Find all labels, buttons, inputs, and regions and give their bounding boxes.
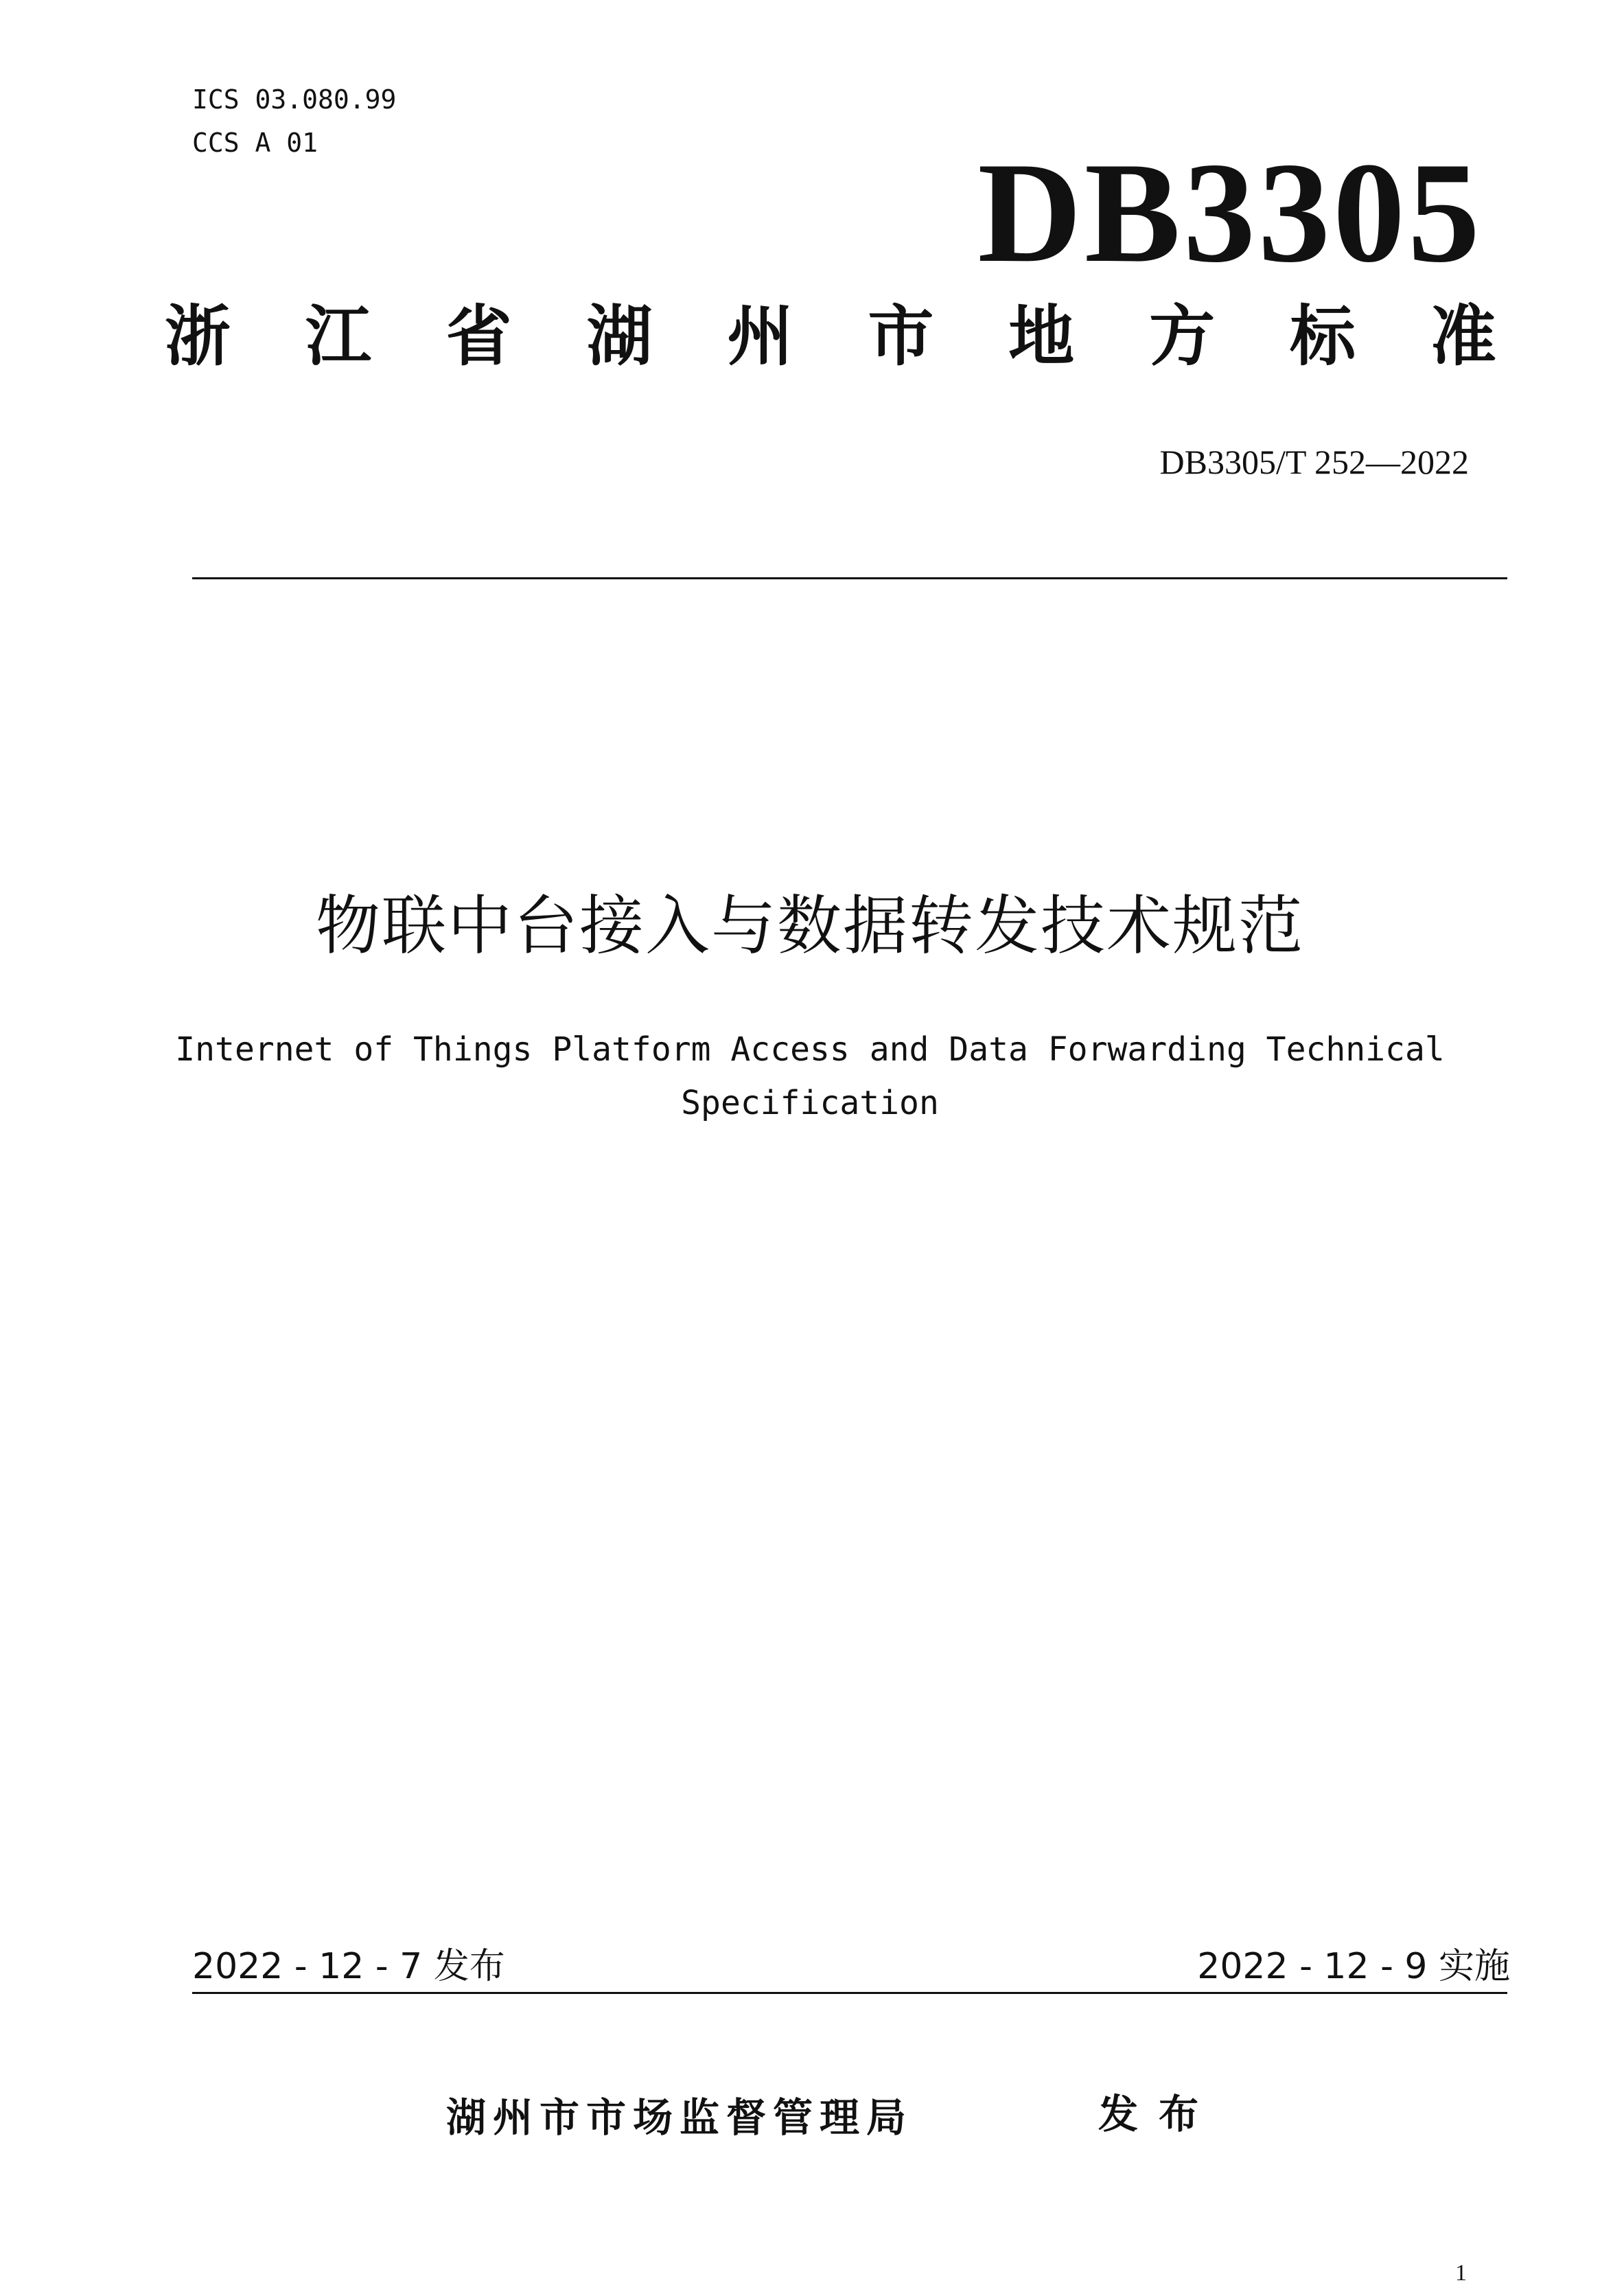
standard-type-char: 市 [868,298,934,375]
ics-code: ICS 03.080.99 [192,84,397,115]
issue-label: 发布 [1098,2091,1220,2137]
top-divider [192,577,1507,579]
standard-type-char: 省 [445,298,512,375]
page-number: 1 [1455,2260,1467,2286]
standard-type-char: 江 [305,298,371,375]
standard-number: DB3305/T 252—2022 [1159,443,1469,481]
standard-code-logo: DB3305 [977,133,1483,292]
document-title-chinese: 物联中台接入与数据转发技术规范 [315,889,1304,964]
standard-type-char: 地 [1008,298,1075,375]
standard-type-char: 湖 [586,298,653,375]
issuing-authority: 湖州市市场监督管理局 [446,2094,914,2141]
standard-type-char: 方 [1149,298,1216,375]
english-title-line-1: Internet of Things Platform Access and Data Forwarding Technical [175,1030,1445,1069]
standard-type-char: 浙 [165,298,231,375]
standard-type-heading [165,295,1496,378]
bottom-divider [192,1992,1507,1994]
implement-date: 2022 - 12 - 9 实施 [1197,1946,1510,1987]
document-title-english [137,1023,1483,1130]
publish-date: 2022 - 12 - 7 发布 [192,1946,505,1987]
standard-type-char: 州 [727,298,793,375]
english-title-line-2: Specification [681,1084,939,1122]
standard-type-char: 标 [1290,298,1356,375]
standard-type-char: 准 [1430,298,1496,375]
ccs-code: CCS A 01 [192,128,318,158]
